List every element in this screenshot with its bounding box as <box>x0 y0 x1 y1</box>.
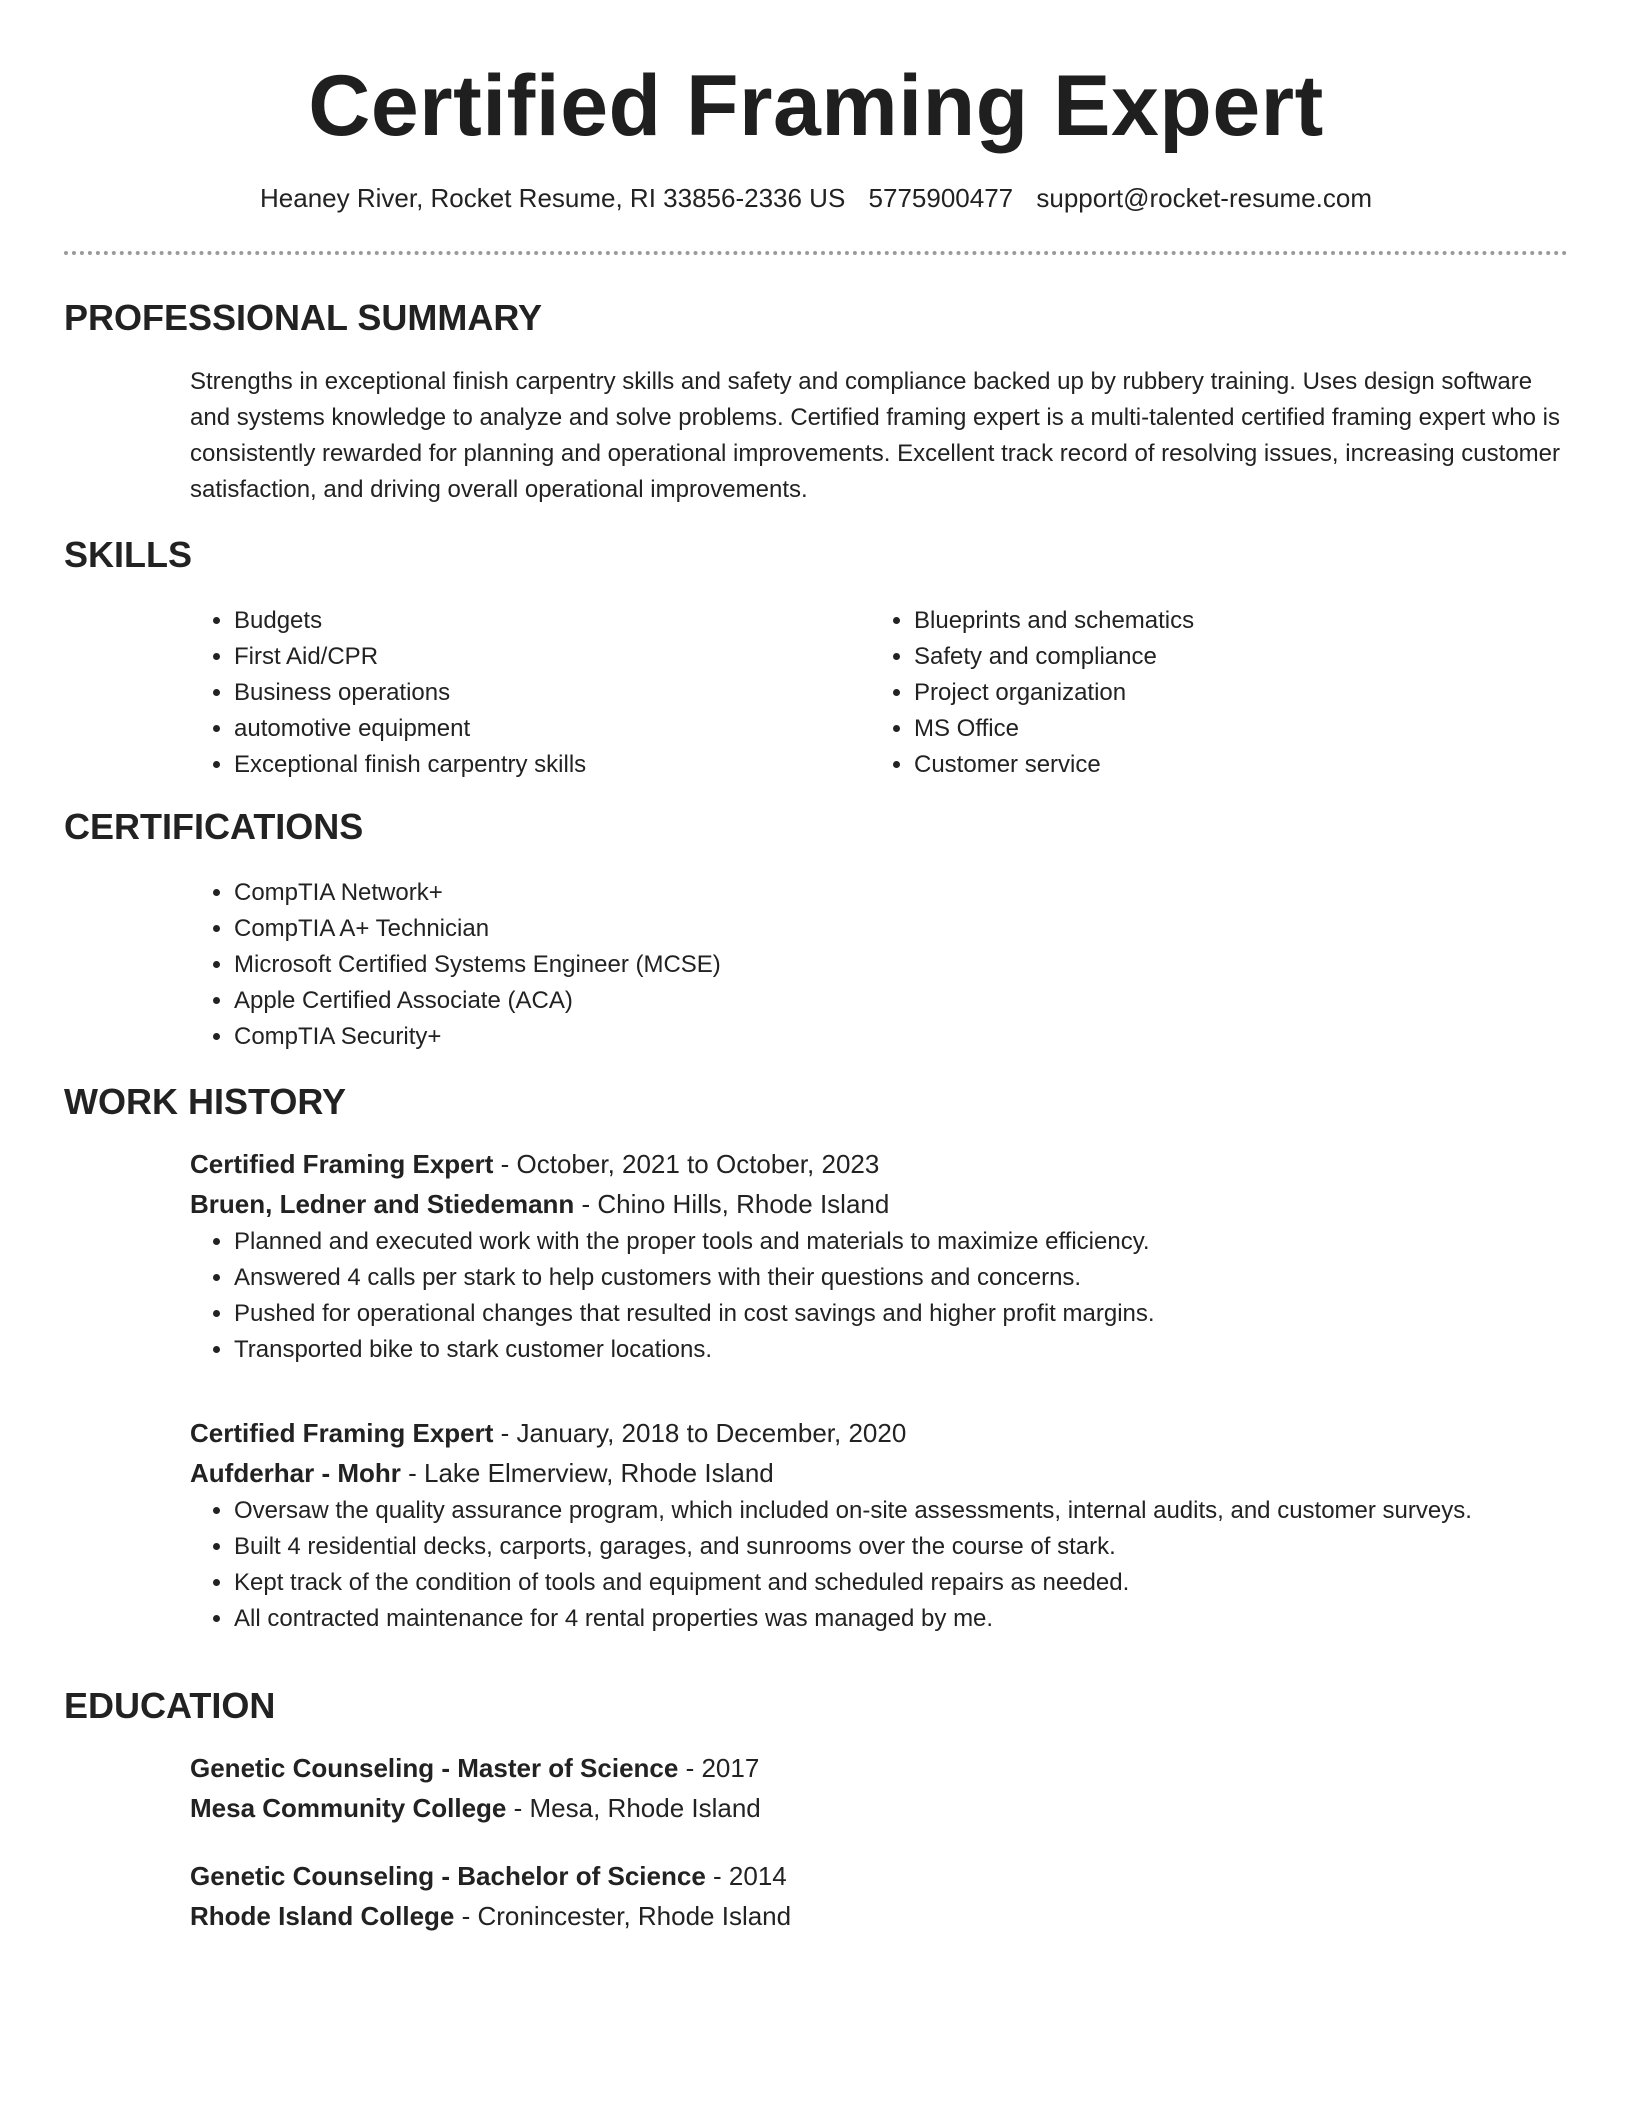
skill-item: • Business operations <box>234 675 830 711</box>
education-school: Rhode Island College <box>190 1901 455 1931</box>
job-entry <box>190 1144 1570 1368</box>
job-company: Bruen, Ledner and Stiedemann <box>190 1189 575 1219</box>
job-title-line <box>190 1144 1570 1184</box>
skill-item: • Exceptional finish carpentry skills <box>234 747 830 783</box>
education-degree: Genetic Counseling - Bachelor of Science <box>190 1861 706 1891</box>
skill-item: • First Aid/CPR <box>234 639 830 675</box>
job-bullet: • Kept track of the condition of tools and equipment and scheduled repairs as needed. <box>234 1565 1570 1601</box>
education-school: Mesa Community College <box>190 1793 507 1823</box>
section-title-education: EDUCATION <box>64 1685 276 1726</box>
education-school-line <box>190 1788 1570 1828</box>
certification-item: • Microsoft Certified Systems Engineer (MCSE) <box>234 947 1570 983</box>
job-role: Certified Framing Expert <box>190 1418 494 1448</box>
education-entry <box>190 1856 1570 1936</box>
job-dates: - January, 2018 to December, 2020 <box>493 1418 907 1448</box>
education-degree: Genetic Counseling - Master of Science <box>190 1753 679 1783</box>
skills-column-right <box>870 603 1510 783</box>
job-bullet: • Transported bike to stark customer locations. <box>234 1332 1570 1368</box>
certifications-list <box>190 875 1570 1055</box>
job-company-line <box>190 1453 1570 1493</box>
contact-address: Heaney River, Rocket Resume, RI 33856-2336 US <box>260 183 846 213</box>
education-location: - Mesa, Rhode Island <box>506 1793 761 1823</box>
certification-item: • CompTIA Network+ <box>234 875 1570 911</box>
education-year: - 2017 <box>678 1753 760 1783</box>
education-degree-line <box>190 1856 1570 1896</box>
job-location: - Chino Hills, Rhode Island <box>574 1189 890 1219</box>
job-bullet: • Planned and executed work with the proper tools and materials to maximize efficiency. <box>234 1224 1570 1260</box>
certification-item: • CompTIA A+ Technician <box>234 911 1570 947</box>
certification-item: • Apple Certified Associate (ACA) <box>234 983 1570 1019</box>
job-bullet: • Answered 4 calls per stark to help customers with their questions and concerns. <box>234 1260 1570 1296</box>
skill-item: • MS Office <box>914 711 1510 747</box>
job-dates: - October, 2021 to October, 2023 <box>493 1149 880 1179</box>
contact-line <box>0 180 1632 216</box>
contact-email: support@rocket-resume.com <box>1036 183 1372 213</box>
skill-item: • Project organization <box>914 675 1510 711</box>
job-entry <box>190 1413 1570 1637</box>
job-location: - Lake Elmerview, Rhode Island <box>400 1458 774 1488</box>
job-bullets <box>190 1224 1570 1368</box>
education-entry <box>190 1748 1570 1828</box>
section-title-certifications: CERTIFICATIONS <box>64 806 364 847</box>
header-divider <box>64 251 1568 255</box>
job-company: Aufderhar - Mohr <box>190 1458 401 1488</box>
section-title-work-history: WORK HISTORY <box>64 1081 347 1122</box>
candidate-name: Certified Framing Expert <box>308 58 1324 154</box>
section-title-skills: SKILLS <box>64 534 193 575</box>
certification-item: • CompTIA Security+ <box>234 1019 1570 1055</box>
education-year: - 2014 <box>705 1861 787 1891</box>
education-degree-line <box>190 1748 1570 1788</box>
skill-item: • automotive equipment <box>234 711 830 747</box>
skill-item: • Budgets <box>234 603 830 639</box>
job-bullet: • Oversaw the quality assurance program, which included on-site assessments, internal audits, and customer surveys. <box>234 1493 1570 1529</box>
summary-text: Strengths in exceptional finish carpentry skills and safety and compliance backed up by rubbery training. Uses design software and systems knowledge to analyze and solve problems. Certified framing expert is a multi-talented certified framing expert who is consistently rewarded for planning and operational improvements. Excellent track record of resolving issues, increasing customer satisfaction, and driving overall operational improvements. <box>190 368 1561 503</box>
job-bullet: • Pushed for operational changes that resulted in cost savings and higher profit margins. <box>234 1296 1570 1332</box>
skills-column-left <box>190 603 830 783</box>
job-bullets <box>190 1493 1570 1637</box>
section-title-summary: PROFESSIONAL SUMMARY <box>64 297 543 338</box>
skill-item: • Safety and compliance <box>914 639 1510 675</box>
skill-item: • Customer service <box>914 747 1510 783</box>
job-bullet: • All contracted maintenance for 4 rental properties was managed by me. <box>234 1601 1570 1637</box>
job-title-line <box>190 1413 1570 1453</box>
job-role: Certified Framing Expert <box>190 1149 494 1179</box>
contact-phone: 5775900477 <box>868 183 1014 213</box>
skill-item: • Blueprints and schematics <box>914 603 1510 639</box>
job-bullet: • Built 4 residential decks, carports, garages, and sunrooms over the course of stark. <box>234 1529 1570 1565</box>
education-location: - Cronincester, Rhode Island <box>454 1901 792 1931</box>
education-school-line <box>190 1896 1570 1936</box>
job-company-line <box>190 1184 1570 1224</box>
